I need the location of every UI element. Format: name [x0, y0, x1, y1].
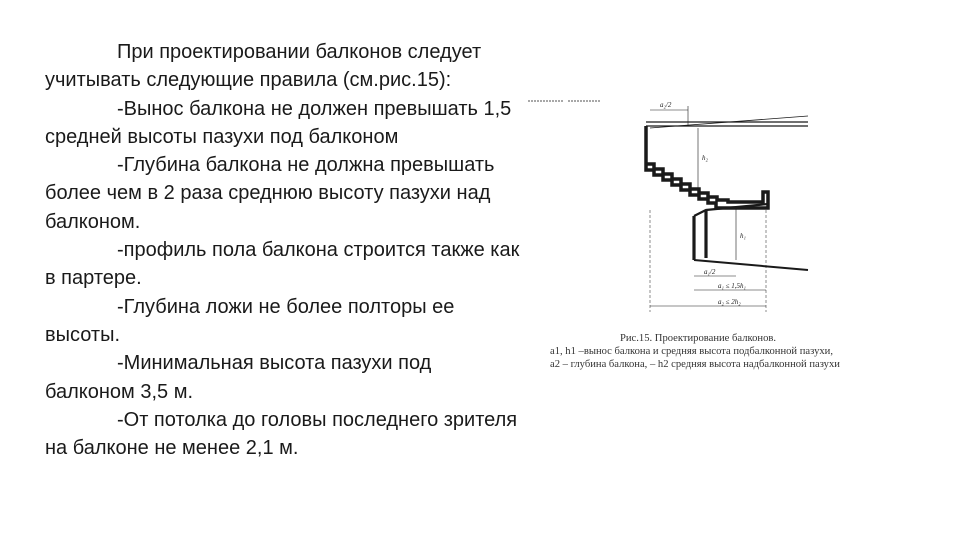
figure-caption — [528, 332, 928, 371]
paragraph-rule-1: -Вынос балкона не должен превышать 1,5 средней высоты пазухи под балконом — [45, 97, 512, 148]
rules-text — [45, 38, 525, 462]
balcony-figure — [528, 90, 928, 390]
paragraph-rule-5: -Минимальная высота пазухи под балконом 3,5 м. — [45, 352, 432, 403]
caption-title: Рис.15. Проектирование балконов. — [620, 333, 777, 344]
label-a2-rule: a₂ ≤ 2h₂ — [718, 298, 741, 306]
caption-line-1: a1, h1 –вынос балкона и средняя высота подбалконной пазухи, — [550, 346, 833, 357]
label-h1: h₁ — [740, 232, 746, 240]
label-a1-half: a₁/2 — [704, 268, 716, 276]
label-a2-half: a₂/2 — [660, 101, 672, 109]
paragraph-intro: При проектировании балконов следует учитывать следующие правила (см.рис.15): — [45, 41, 482, 92]
paragraph-rule-6: -От потолка до головы последнего зрителя на балконе не менее 2,1 м. — [45, 408, 518, 460]
balcony-stepped-floor — [646, 126, 768, 208]
paragraph-rule-3: -профиль пола балкона строится также как в партере. — [45, 239, 520, 290]
paragraph-rule-2: -Глубина балкона не должна превышать более чем в 2 раза среднюю высоту пазухи над балконом. — [45, 154, 495, 233]
label-h2: h₂ — [702, 154, 708, 162]
caption-line-2: a2 – глубина балкона, – h2 средняя высота надбалконной пазухи — [550, 359, 840, 370]
paragraph-rule-4: -Глубина ложи не более полторы ее высоты. — [45, 295, 455, 346]
balcony-section-drawing — [528, 90, 928, 330]
label-a1-rule: a₁ ≤ 1,5h₁ — [718, 282, 746, 290]
